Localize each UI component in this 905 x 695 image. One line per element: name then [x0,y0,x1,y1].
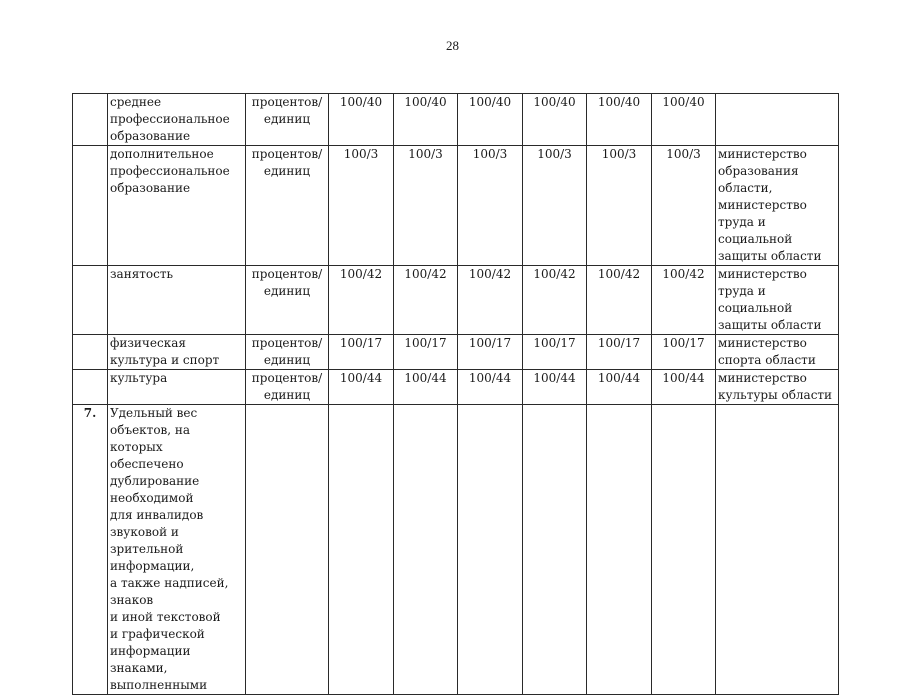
table-row [73,335,839,370]
value-cell: 100/40 [652,94,716,146]
table-row [73,94,839,146]
value-cell: 100/44 [587,370,652,405]
value-cell: 100/17 [652,335,716,370]
value-cell: 100/44 [394,370,458,405]
value-cell [652,405,716,695]
value-cell: 100/42 [329,266,394,335]
row-number [73,266,108,335]
table-row [73,405,839,695]
value-cell: 100/44 [458,370,523,405]
value-cell [394,405,458,695]
unit-cell: процентов/ единиц [246,94,329,146]
indicator-name: Удельный вес объектов, на которых обеспечено дублирование необходимой для инвалидов звуковой и зрительной информации, а также надписей, знаков и иной текстовой и графической информации знаками, выполненными [108,405,246,695]
value-cell: 100/40 [458,94,523,146]
value-cell: 100/40 [587,94,652,146]
value-cell: 100/44 [523,370,587,405]
value-cell [523,405,587,695]
table-row [73,370,839,405]
responsible-cell: министерство спорта области [716,335,839,370]
value-cell [458,405,523,695]
value-cell: 100/3 [329,146,394,266]
responsible-cell: министерство культуры области [716,370,839,405]
value-cell: 100/44 [329,370,394,405]
indicator-name: среднее профессиональное образование [108,94,246,146]
value-cell: 100/3 [458,146,523,266]
value-cell: 100/3 [652,146,716,266]
responsible-cell [716,405,839,695]
responsible-cell [716,94,839,146]
row-number [73,146,108,266]
value-cell: 100/42 [587,266,652,335]
value-cell: 100/3 [523,146,587,266]
row-number [73,94,108,146]
unit-cell [246,405,329,695]
responsible-cell: министерство образования области, министерство труда и социальной защиты области [716,146,839,266]
table-row [73,266,839,335]
indicator-name: дополнительное профессиональное образование [108,146,246,266]
value-cell: 100/40 [329,94,394,146]
indicator-name: культура [108,370,246,405]
value-cell: 100/40 [523,94,587,146]
unit-cell: процентов/ единиц [246,370,329,405]
indicator-name: занятость [108,266,246,335]
value-cell: 100/17 [587,335,652,370]
value-cell: 100/17 [458,335,523,370]
value-cell [587,405,652,695]
value-cell: 100/42 [652,266,716,335]
value-cell [329,405,394,695]
row-number [73,370,108,405]
unit-cell: процентов/ единиц [246,335,329,370]
value-cell: 100/3 [394,146,458,266]
row-number: 7. [73,405,108,695]
value-cell: 100/42 [523,266,587,335]
value-cell: 100/40 [394,94,458,146]
value-cell: 100/42 [458,266,523,335]
value-cell: 100/17 [329,335,394,370]
unit-cell: процентов/ единиц [246,146,329,266]
responsible-cell: министерство труда и социальной защиты области [716,266,839,335]
unit-cell: процентов/ единиц [246,266,329,335]
row-number [73,335,108,370]
value-cell: 100/44 [652,370,716,405]
indicator-table [72,93,839,695]
table-row [73,146,839,266]
value-cell: 100/42 [394,266,458,335]
page-number: 28 [446,38,459,53]
indicator-name: физическая культура и спорт [108,335,246,370]
value-cell: 100/3 [587,146,652,266]
value-cell: 100/17 [523,335,587,370]
value-cell: 100/17 [394,335,458,370]
